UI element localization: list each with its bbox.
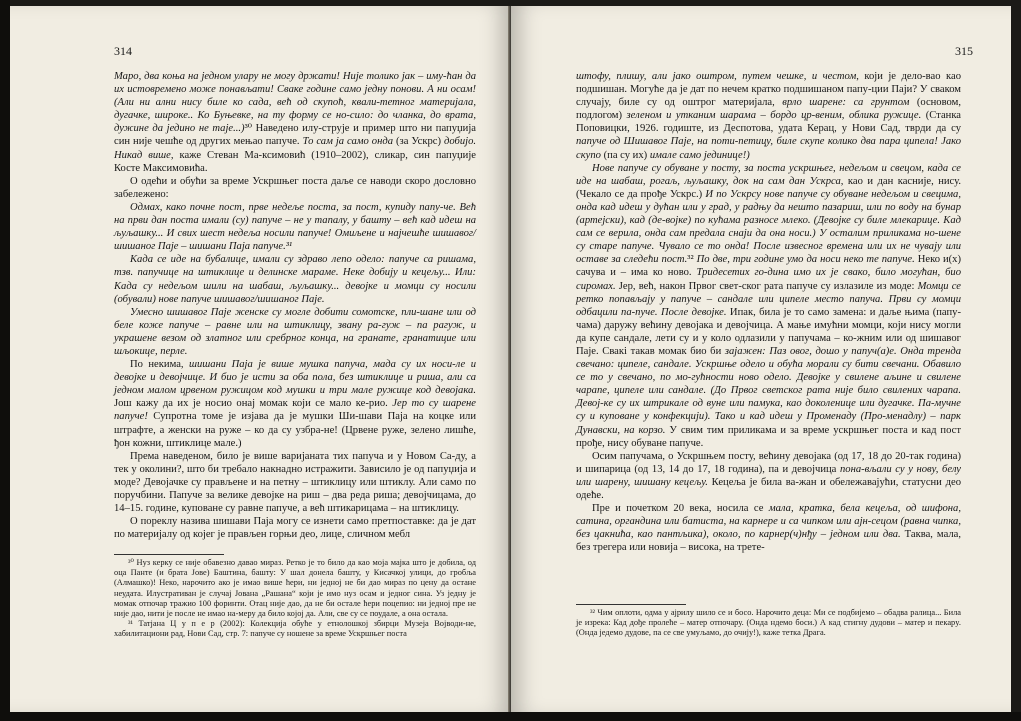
paragraph bbox=[576, 502, 961, 554]
paragraph bbox=[114, 70, 476, 175]
body-text bbox=[114, 70, 476, 541]
text-run: Тридесетих го-дина имо их је свако, било могућан, био сиромах. bbox=[576, 267, 962, 292]
text-run: Момци се ретко попављају у папуче – сандале или ципеле место папуча. Први су момци одбацили па-пуче. После девојке. bbox=[576, 280, 961, 318]
paragraph bbox=[114, 515, 476, 541]
text-run: ³² bbox=[687, 254, 694, 266]
text-run: О одећи и обући за време Ускршњег поста даље се наводи скоро дословно забележено: bbox=[114, 175, 476, 200]
text-run: То сам ја само онда bbox=[302, 136, 394, 148]
text-run: Према наведеном, било је више варијаната тих папуча и у Новом Са-ду, а тек у околини?, што би требало накнадно истражити. Зависило је од папуџија и моде? Девојачке су прављене и на петну – штиклицу или штиклу. Али само по поручбини. Папуче за велике девојке на риш – два реда риша; девојчицама, до 14–15. године, куповане су равне папуче, а већ штикарицама – на штиклицу. bbox=[114, 450, 476, 515]
text-run: , који је дело-вао као подшишан. Могуће да је дат по нечем кратко подшишаном папу-ции Паји? У сваком случају, биле су од оштрог материјала, bbox=[576, 71, 961, 109]
text-run: добијо. Никад више, bbox=[114, 136, 477, 161]
paragraph bbox=[576, 162, 961, 450]
text-run: У свим тим приликама и за време ускршњег поста и кад пост прође, нису обуване папуче. bbox=[576, 424, 961, 449]
text-run: као и дан касније, нису. (Чекало се да прође Ускрс.) bbox=[576, 175, 961, 200]
page-number: 314 bbox=[114, 44, 132, 58]
page-number: 315 bbox=[955, 44, 973, 58]
text-run: Кецеља је била ва-жан и обележавајући, статусни део одеће. bbox=[576, 476, 961, 501]
footnote-30: ³⁰ Нуз керку се није обавезно давао мираз. Ретко је то било да као моја мајка што је добила, од оца Панте (и брата Јове) Баштина, башту: У шал донела башту, у Кисачкој улици, до гробља (Алмашко)! Неко, нарочито ако је имао више ћери, ни једној не би дао мираз по цену да остане неудата. Илустративан је случај Јована „Рашана“ који је имо нуз осам и једног сина. Уз једну је момак отпочар тражио 100 форинти. Отац није дао, да не би остале ћери поцепио: ни једној пре не није дао, нити је после не имао на-меру да било којој да. Али, све су се поудале, а она остала. bbox=[114, 558, 476, 619]
text-run: Таква, мала, без трегера или новија – висока, на трете- bbox=[576, 529, 961, 554]
text-run: путем чешке, и честом bbox=[742, 71, 857, 82]
text-run: Када се иде на бубалице, имали су здраво лепо одело: папуче са ришама, тзв. папучице на штиклице и делинске мараме. Неке добију и кецељу... Или: Када су недељом шили на шабаш, љуљашку... девојке и момци су носили (обували) нове папуче шишавог/шишаног Паје. bbox=[114, 254, 476, 305]
text-run: шишани Паја је више мушка папуча, мада су их носи-ле и девојке и девојчице. И био је исти за оба пола, без штиклице и риша, али са једном малом црвеном ружицом код мушки и три мале ружице код девојака. bbox=[114, 359, 476, 397]
text-run: Јер то су шарене папуче! bbox=[114, 398, 476, 423]
text-run: мала, кратка, бела кецеља, од шифона, сатина, органдина или батиста, на карнере и са чипком или ајн-сецом (равна чипка, без цакнића, као пантљика), около, по карнер(ч)нђу – једном или два. bbox=[576, 503, 961, 541]
text-run: Одмах, како почне пост, прве недеље поста, за пост, купиду папу-че. Већ на први дан поста имали (су) папуче – не у тапалу, у башту – већ кад идеш на љуљашку... И свих шест недеља носили папуче! Омиљене и најчешће шишавог/шишаног Паје – шишани Паја папуче.³¹ bbox=[114, 201, 476, 253]
text-run: И по Ускрсу нове папуче су обуване недељом и свецима, онда кад идеш у дућан или у град, у радњу да нешто пазариш, или по воду на бунар (артејски), кад (де-војке) по кућама разносе млеко. (Девојке су биле млекарице. Кад сам се верила, онда сам предала снаји да она носи.) У осталим приликама но-шене су старе папуче. Чувало се то онда! После извесног времена или их не чувају или оставе за следећи пост. bbox=[576, 188, 961, 266]
paragraph bbox=[114, 201, 476, 253]
text-run: Супротна томе је изјава да је мушки Ши-шави Паја на коцке или штрафте, а женски на руже – ко да су узбра-не! (Црвене руже, зелено лишће, ђон кожни, штиклице мале.) bbox=[114, 411, 476, 449]
text-run: врло шарене: са грунтом bbox=[782, 97, 910, 109]
paragraph bbox=[114, 253, 476, 305]
background-edge bbox=[0, 712, 1021, 721]
text-run: (Станка Поповицки, 1926. годиште, из Деспотова, удата Керац, у Нови Сад, тврди да су bbox=[576, 110, 962, 135]
text-run: (за Ускрс) bbox=[393, 136, 444, 148]
footnote-32: ³² Чим оплоти, одма у ајрилу шило се и босо. Нарочито деца: Ми се подбијемо – обадва ралица... Била је изрека: Кад дође пролеће – матер отпочару. (Онда ндемо боси.) А кад стигну дудови – матер и пекарy. (Онда једемо дудове, па се све умуљамо, до очију!), каже тетка Драга. bbox=[576, 608, 961, 638]
paragraph bbox=[114, 175, 476, 201]
text-run: Осим папучама, о Ускршњем посту, већину девојака (од 17, 18 до 20-так година) и шипарица (од 13, 14 до 17, 18 година), па и девојчица bbox=[576, 450, 961, 475]
left-page bbox=[10, 6, 510, 712]
text-run: Маро, два коња на једном улару не могу држати! Није толико јак – иму-ћан да их истовремено може понављати! Сваке године само једну понови. А ни осам! (Али ни ални нису биле ко сада, већ од скупоћ, квали-тетног материјала, дугачке, широке.. Ко Буњевке, на ту форму се но-сило: до чланка, до врата, дужине да једино не таје...) bbox=[114, 71, 476, 135]
footnotes bbox=[114, 558, 476, 640]
text-run: Неко и(х) сачува и – има ко ново. bbox=[576, 254, 961, 279]
text-run: Умесно шишавог Паје женске су могле добити сомотске, пли-шане или од беле коже папуче – равне или на штиклицу, звану ра-гуж – па рагуж, и украшене везом од златног или сребрног конца, на гранате, гранатицие или шљокице, перле. bbox=[114, 306, 476, 357]
background-edge bbox=[0, 0, 10, 721]
text-run: Пре и почетком 20 века, носила се bbox=[592, 503, 769, 515]
text-run: Још кажу да их је носио онај момак који се мало ке-рио. bbox=[114, 398, 393, 410]
text-run: штофу, плишу, али јако оштром, bbox=[576, 71, 743, 82]
text-run: Нове папуче су обуване у посту, за поста ускршњег, недељом и свецом, када се иде на шабаш, рогаљ, љуљашку, док на сам дан Ускрса, bbox=[576, 162, 961, 187]
text-run: По две, три године умо да носи неко те папуче. bbox=[693, 254, 915, 266]
text-run: ³⁰ Наведено илу-струје и пример што ни папуџија син није чешће од других мењао папуче. bbox=[114, 123, 476, 148]
paragraph bbox=[114, 450, 476, 515]
footnote-rule bbox=[576, 604, 686, 605]
text-run: пона-вљали су у нову, белу или шарену, шишану кецељу. bbox=[576, 463, 962, 488]
paragraph bbox=[114, 306, 476, 358]
footnotes bbox=[576, 608, 961, 639]
text-run: О пореклу назива шишави Паја могу се изнети само претпоставке: да је дат по материјалу од којег је прављен горњи део, лице, сличном мебл bbox=[114, 516, 476, 541]
paragraph bbox=[114, 358, 476, 450]
text-run: каже Стеван Ма-ксимовић (1910–2002), сликар, син папуџије Косте Максимовића. bbox=[114, 149, 476, 174]
body-text bbox=[576, 70, 961, 554]
paragraph bbox=[576, 450, 961, 502]
right-page bbox=[511, 6, 1011, 712]
footnote-rule bbox=[114, 554, 224, 555]
text-run: зајажен: Паз овог, дошо у папуч(а)е. Онда тренда свечано: ципеле, сандале. Ускршње одело и обућа морали су бити свечани. Обавило се то у свечано, по мо-гућности ново одело. Девојке у свилене аљине и свилене чарапе, ципеле или сандале. (До Првог светског рата није било свилених чарапа. Девој-ке су их штрикале од вуне или памука, као доколенице или дугачке. Па-мучне су и куповане у конфекцији). Тако и кад идеш у Променаду (Про-менадлу) – парк Дунавски, на корзо. bbox=[576, 345, 961, 436]
text-run: Ипак, била је то само замена: и даље њима (папу-чама) даружу већину девојака и девојчица. А мање имућни момци, који нису могли да купе сандале, лети су и у коло одлазили у папучама – ко-жним или од шишавог Паје. Свакi такав момак био би bbox=[576, 306, 961, 357]
text-run: (па су их) bbox=[600, 149, 650, 161]
text-run: (основом, подлогом) bbox=[576, 97, 961, 122]
text-run: зеленом и утканим шарама – бордо цр-веним, облика ружице. bbox=[626, 110, 922, 122]
footnote-31: ³¹ Татјана Ц у п е р (2002): Колекција обуће у етнолошкој збирци Музеја Војводи-не, хабилитациони рад, Нови Сад, стр. 7: папуче су ношене за време Ускршњег поста bbox=[114, 619, 476, 639]
text-run: имале само јединице!) bbox=[649, 149, 750, 161]
text-run: папуче од Шишавог Паје, на поти-петицу, биле скупе колико два пара ципела! Јако скупо bbox=[576, 136, 961, 161]
text-run: Јер, већ, након Првог свет-ског рата папуче су излазиле из моде: bbox=[615, 280, 918, 292]
paragraph bbox=[576, 70, 961, 162]
text-run: По некима, bbox=[130, 359, 189, 371]
